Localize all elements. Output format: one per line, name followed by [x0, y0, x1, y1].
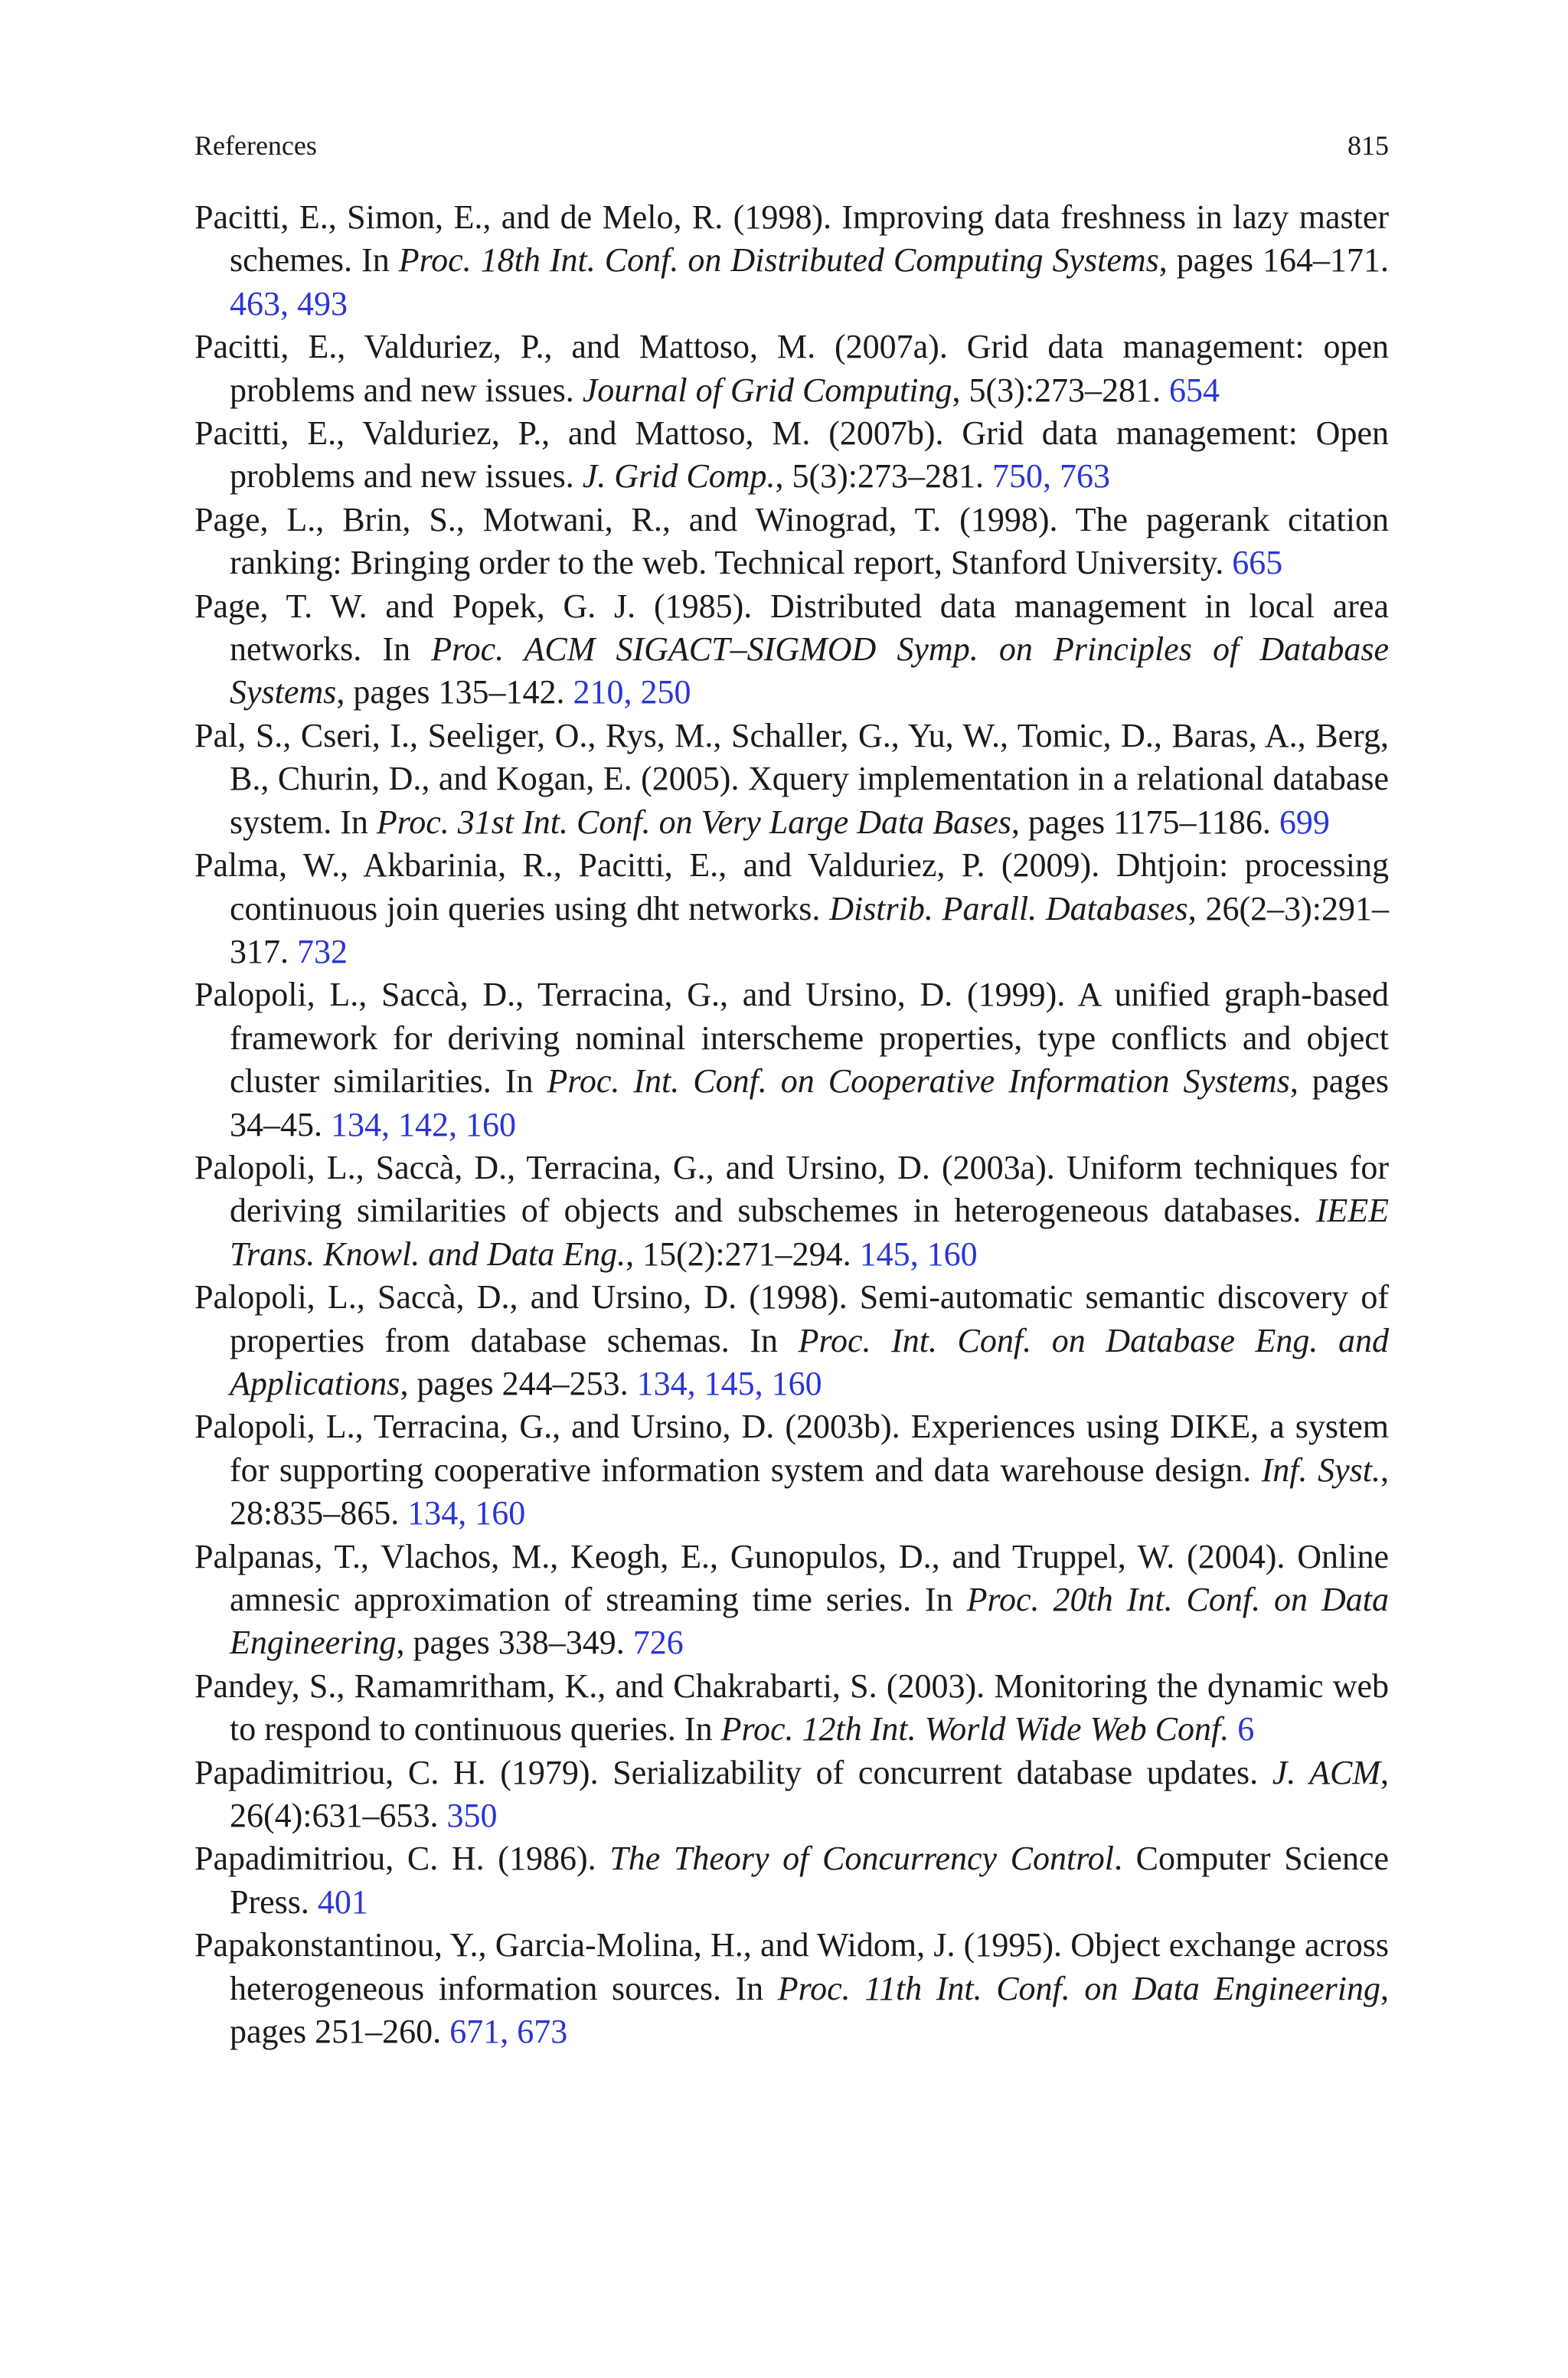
page-backref-link[interactable]: 401 [317, 1882, 368, 1921]
page-backref-link[interactable]: 134, 160 [407, 1494, 526, 1532]
reference-text: Pacitti, E., Simon, E., and de Melo, R. (1998). Improving data freshness in lazy master schemes. In [194, 198, 1389, 280]
reference-venue: Proc. Int. Conf. on Cooperative Information Systems [547, 1062, 1290, 1101]
reference-text: Page, L., Brin, S., Motwani, R., and Winograd, T. (1998). The pagerank citation ranking: Bringing order to the web. Technical report, Stanford University. [194, 500, 1389, 582]
page-header [194, 123, 1389, 168]
page-backref-link[interactable]: 145, 160 [859, 1235, 978, 1273]
reference-list [194, 196, 1389, 2053]
reference-venue: Journal of Grid Computing [582, 371, 952, 409]
reference-text: Pandey, S., Ramamritham, K., and Chakrabarti, S. (2003). Monitoring the dynamic web to respond to continuous queries. In [194, 1667, 1389, 1748]
reference-details [1229, 1710, 1237, 1748]
reference-entry [194, 1405, 1389, 1535]
page-number: 815 [1348, 130, 1389, 161]
reference-venue: Distrib. Parall. Databases [829, 889, 1188, 927]
reference-entry [194, 844, 1389, 973]
reference-details: , pages 1175–1186. [1011, 803, 1279, 841]
reference-venue: J. Grid Comp. [582, 457, 776, 496]
reference-text: Page, T. W. and Popek, G. J. (1985). Distributed data management in local area networks. In [194, 587, 1389, 669]
reference-text: Pal, S., Cseri, I., Seeliger, O., Rys, M., Schaller, G., Yu, W., Tomic, D., Baras, A., Berg, B., Churin, D., and Kogan, E. (2005). Xquery implementation in a relational database system. In [194, 716, 1389, 841]
page-backref-link[interactable]: 671, 673 [449, 2013, 568, 2051]
reference-venue: Proc. 11th Int. Conf. on Data Engineering [777, 1969, 1380, 2007]
reference-details: , 26(4):631–653. [230, 1753, 1389, 1835]
reference-venue: Proc. Int. Conf. on Database Eng. and Applications [230, 1321, 1390, 1402]
page-backref-link[interactable]: 350 [446, 1797, 498, 1835]
reference-text: Palopoli, L., Saccà, D., Terracina, G., and Ursino, D. (1999). A unified graph-based framework for deriving nominal interscheme properties, type conflicts and object cluster similarities. In [194, 976, 1389, 1101]
reference-venue: J. ACM [1272, 1753, 1380, 1791]
reference-details: , pages 164–171. [1158, 241, 1389, 280]
reference-text: Palma, W., Akbarinia, R., Pacitti, E., and Valduriez, P. (2009). Dhtjoin: processing continuous join queries using dht networks. [194, 846, 1389, 927]
reference-venue: Proc. 12th Int. World Wide Web Conf. [720, 1710, 1230, 1748]
reference-entry [194, 1665, 1389, 1752]
page-backref-link[interactable]: 134, 145, 160 [636, 1364, 822, 1402]
page-backref-link[interactable]: 210, 250 [573, 673, 691, 711]
reference-text: Palopoli, L., Saccà, D., and Ursino, D. (1998). Semi-automatic semantic discovery of properties from database schemas. In [194, 1278, 1389, 1359]
reference-entry [194, 412, 1389, 499]
reference-entry [194, 1536, 1389, 1665]
reference-venue: Proc. ACM SIGACT–SIGMOD Symp. on Principles of Database Systems [230, 630, 1389, 711]
page-backref-link[interactable]: 463, 493 [230, 284, 348, 322]
reference-text: Papadimitriou, C. H. (1986). [194, 1840, 610, 1878]
reference-details: , pages 251–260. [230, 1969, 1389, 2051]
reference-details: , 28:835–865. [230, 1451, 1389, 1532]
reference-details: , 26(2–3):291–317. [230, 889, 1389, 970]
page-backref-link[interactable]: 699 [1279, 803, 1330, 841]
reference-entry [194, 196, 1389, 325]
reference-details: , 5(3):273–281. [775, 457, 993, 496]
reference-text: Pacitti, E., Valduriez, P., and Mattoso, M. (2007b). Grid data management: Open problems and new issues. [194, 414, 1389, 496]
page-backref-link[interactable]: 732 [297, 932, 348, 970]
reference-entry [194, 325, 1389, 412]
reference-venue: The Theory of Concurrency Control [609, 1840, 1114, 1878]
reference-venue: Proc. 20th Int. Conf. on Data Engineering [230, 1581, 1389, 1662]
reference-text: Palopoli, L., Terracina, G., and Ursino, D. (2003b). Experiences using DIKE, a system for supporting cooperative information system and data warehouse design. [194, 1408, 1389, 1489]
reference-entry [194, 1276, 1389, 1405]
reference-entry [194, 585, 1389, 715]
running-head: References [194, 130, 317, 161]
reference-details: , 15(2):271–294. [626, 1235, 860, 1273]
reference-details: , pages 135–142. [336, 673, 573, 711]
reference-text: Papadimitriou, C. H. (1979). Serializability of concurrent database updates. [194, 1753, 1272, 1791]
page-backref-link[interactable]: 750, 763 [992, 457, 1111, 496]
reference-entry [194, 1924, 1389, 2053]
reference-entry [194, 499, 1389, 585]
page-backref-link[interactable]: 654 [1169, 371, 1220, 409]
reference-details: , pages 34–45. [230, 1062, 1389, 1143]
reference-venue: Inf. Syst. [1261, 1451, 1380, 1489]
page-backref-link[interactable]: 665 [1232, 544, 1283, 582]
reference-text: Papakonstantinou, Y., Garcia-Molina, H., and Widom, J. (1995). Object exchange across heterogeneous information sources. In [194, 1926, 1389, 2007]
reference-entry [194, 973, 1389, 1146]
reference-entry [194, 715, 1389, 844]
reference-entry [194, 1752, 1389, 1838]
reference-venue: Proc. 18th Int. Conf. on Distributed Computing Systems [398, 241, 1159, 280]
reference-text: Palopoli, L., Saccà, D., Terracina, G., and Ursino, D. (2003a). Uniform techniques for deriving similarities of objects and subschemes in heterogeneous databases. [194, 1148, 1389, 1230]
reference-entry [194, 1146, 1389, 1276]
reference-venue: IEEE Trans. Knowl. and Data Eng. [230, 1192, 1389, 1273]
reference-details: , pages 244–253. [400, 1364, 637, 1402]
reference-details: . Computer Science Press. [230, 1840, 1390, 1921]
reference-text: Palpanas, T., Vlachos, M., Keogh, E., Gunopulos, D., and Truppel, W. (2004). Online amnesic approximation of streaming time series. In [194, 1537, 1389, 1618]
reference-text: Pacitti, E., Valduriez, P., and Mattoso, M. (2007a). Grid data management: open problems and new issues. [194, 328, 1389, 409]
reference-venue: Proc. 31st Int. Conf. on Very Large Data Bases [376, 803, 1011, 841]
reference-entry [194, 1837, 1389, 1924]
page-backref-link[interactable]: 134, 142, 160 [331, 1105, 516, 1143]
reference-details: , pages 338–349. [396, 1624, 633, 1662]
page-backref-link[interactable]: 6 [1237, 1710, 1255, 1748]
page-backref-link[interactable]: 726 [632, 1624, 684, 1662]
reference-details: , 5(3):273–281. [952, 371, 1170, 409]
